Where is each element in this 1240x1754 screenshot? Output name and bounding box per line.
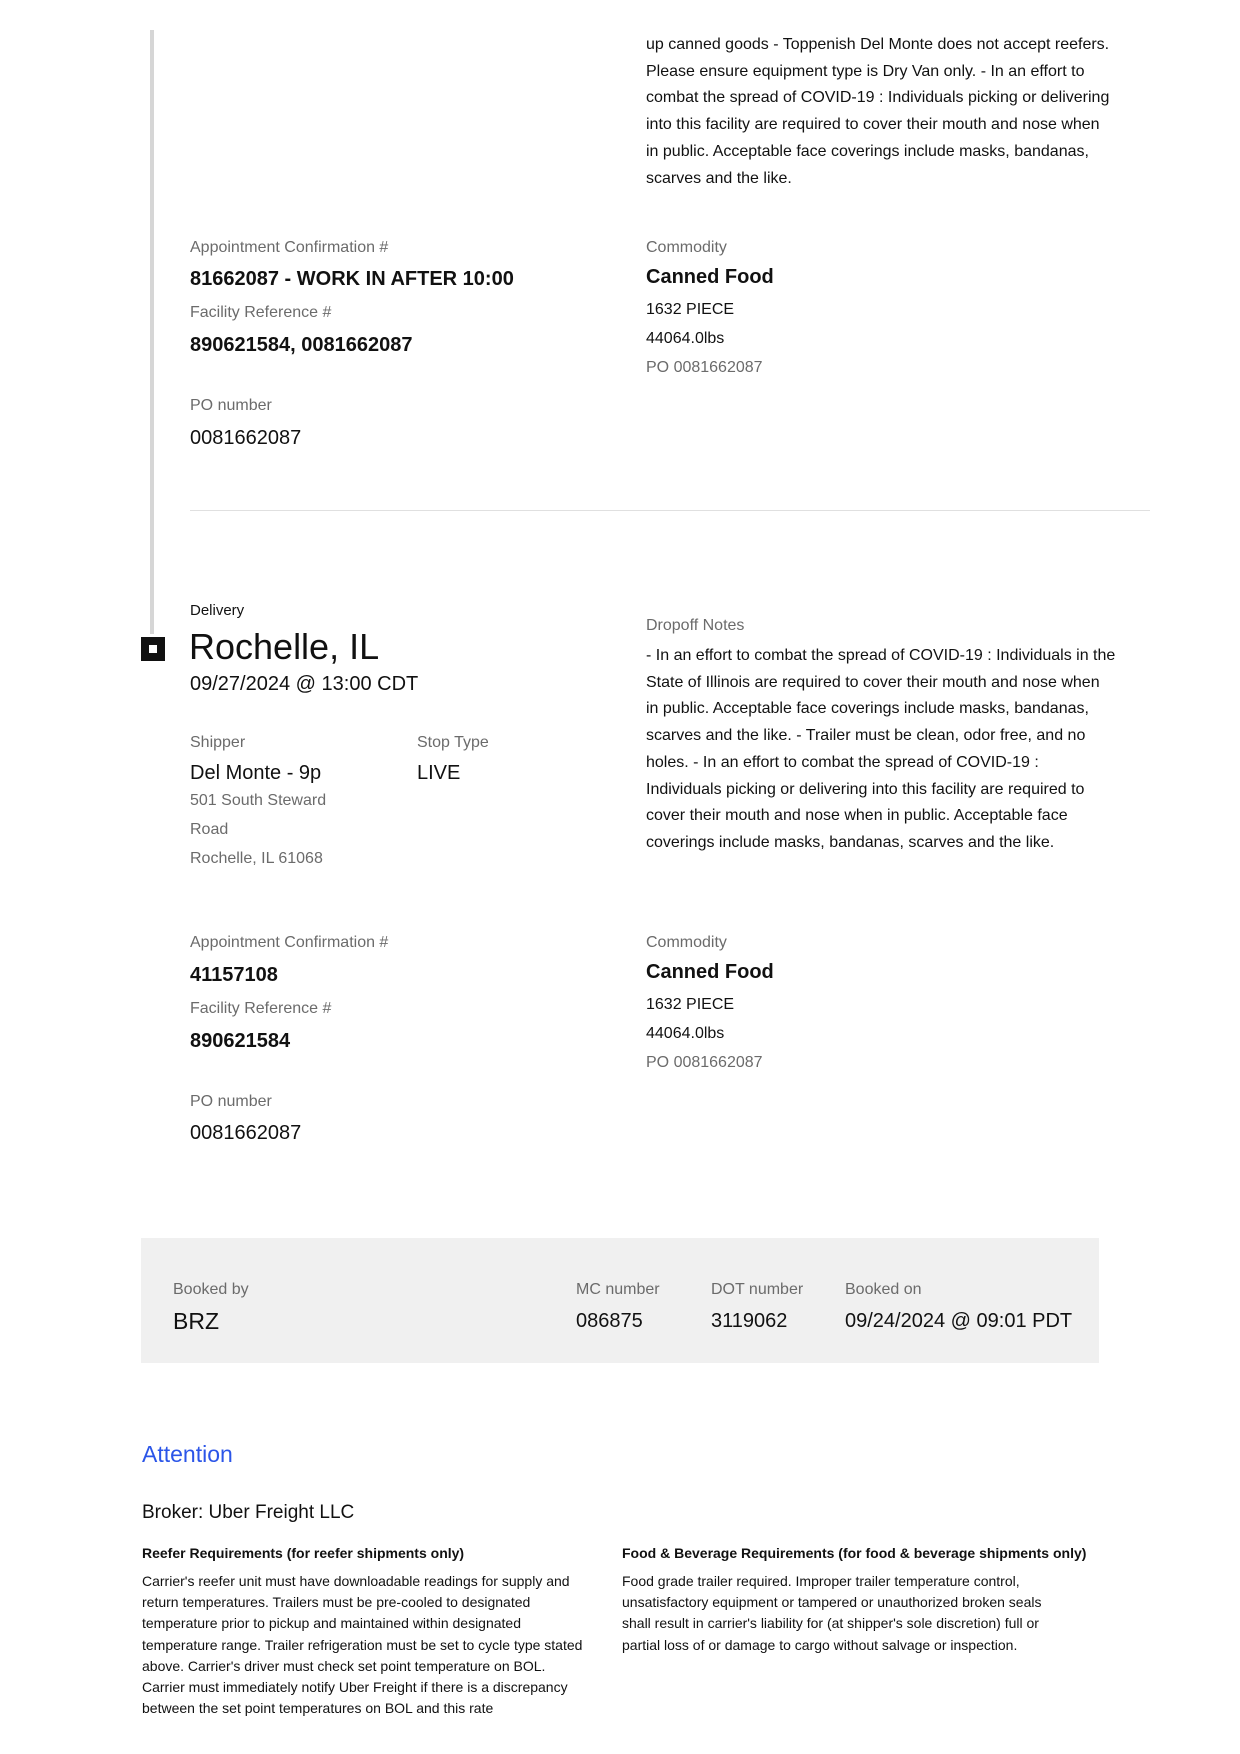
dropoff-notes-text: - In an effort to combat the spread of COVID-19 : Individuals in the State of Illinois are required to cover their mouth and nose when in public. Acceptable face coverings include masks, bandanas, scarves and the like. - Trailer must be clean, odor free, and no holes. - In an effort to combat the spread of COVID-19 : Individuals picking or delivering into this facility are required to cover their mouth and nose when in public. Acceptable face coverings include masks, bandanas, scarves and the like.: [646, 647, 1116, 851]
delivery-appointment-label: Appointment Confirmation #: [190, 934, 389, 951]
pickup-commodity-name: Canned Food: [646, 266, 774, 288]
stop-type-heading: Delivery: [190, 602, 245, 619]
reefer-requirements-title: Reefer Requirements (for reefer shipments only): [142, 1545, 465, 1561]
broker-name: Broker: Uber Freight LLC: [142, 1502, 355, 1523]
dot-number-value: 3119062: [711, 1310, 788, 1332]
pickup-commodity-label: Commodity: [646, 239, 727, 256]
stop-type-value: LIVE: [417, 762, 461, 784]
delivery-commodity-weight: 44064.0lbs: [646, 1025, 725, 1042]
attention-heading: Attention: [142, 1441, 233, 1467]
delivery-city: Rochelle, IL: [189, 626, 380, 667]
delivery-commodity-label: Commodity: [646, 934, 727, 951]
delivery-datetime: 09/27/2024 @ 13:00 CDT: [190, 673, 419, 695]
delivery-facility-ref-label: Facility Reference #: [190, 1000, 332, 1017]
shipper-name: Del Monte - 9p: [190, 762, 322, 784]
delivery-po-label: PO number: [190, 1093, 272, 1110]
dropoff-notes-label: Dropoff Notes: [646, 617, 745, 634]
booked-on-label: Booked on: [845, 1281, 922, 1298]
mc-number-value: 086875: [576, 1310, 643, 1332]
delivery-po-value: 0081662087: [190, 1122, 302, 1144]
reefer-requirements-text: Carrier's reefer unit must have downloadable readings for supply and return temperatures. Trailers must be pre-cooled to designated temperature prior to pickup and maintained within designated temperature range. Trailer refrigeration must be set to cycle type stated above. Carrier's driver must check set point temperature on BOL. Carrier must immediately notify Uber Freight if there is a discrepancy between the set point temperatures on BOL and this rate: [142, 1573, 583, 1717]
pickup-commodity-qty: 1632 PIECE: [646, 301, 735, 318]
stop-square-icon: [141, 637, 165, 661]
pickup-commodity-po: PO 0081662087: [646, 359, 763, 376]
pickup-po-label: PO number: [190, 397, 272, 414]
booked-by-label: Booked by: [173, 1281, 249, 1298]
pickup-facility-ref-value: 890621584, 0081662087: [190, 334, 413, 356]
pickup-appointment-label: Appointment Confirmation #: [190, 239, 389, 256]
delivery-commodity-qty: 1632 PIECE: [646, 996, 735, 1013]
shipper-address-line2: Road: [190, 821, 229, 838]
delivery-commodity-po: PO 0081662087: [646, 1054, 763, 1071]
dot-number-label: DOT number: [711, 1281, 804, 1298]
stop-type-label: Stop Type: [417, 734, 489, 751]
pickup-facility-ref-label: Facility Reference #: [190, 304, 332, 321]
food-requirements-title: Food & Beverage Requirements (for food & beverage shipments only): [622, 1545, 1087, 1561]
pickup-notes-tail: up canned goods - Toppenish Del Monte does not accept reefers. Please ensure equipment type is Dry Van only. - In an effort to combat the spread of COVID-19 : Individuals picking or delivering into this facility are required to cover their mouth and nose when in public. Acceptable face coverings include masks, bandanas, scarves and the like.: [646, 36, 1110, 187]
booked-by-value: BRZ: [173, 1308, 219, 1334]
food-requirements-text: Food grade trailer required. Improper trailer temperature control, unsatisfactory equipment or tampered or unauthorized broken seals shall result in carrier's liability for (at shipper's sole discretion) full or partial loss of or damage to cargo without salvage or inspection.: [622, 1573, 1042, 1653]
stop-timeline-line: [150, 30, 154, 634]
delivery-commodity-name: Canned Food: [646, 961, 774, 983]
pickup-appointment-value: 81662087 - WORK IN AFTER 10:00: [190, 268, 514, 290]
shipper-address-line3: Rochelle, IL 61068: [190, 850, 323, 867]
section-divider: [190, 510, 1150, 511]
shipper-label: Shipper: [190, 734, 246, 751]
booking-summary-bar: [141, 1238, 1099, 1363]
booked-on-value: 09/24/2024 @ 09:01 PDT: [845, 1310, 1073, 1332]
delivery-facility-ref-value: 890621584: [190, 1030, 291, 1052]
pickup-commodity-weight: 44064.0lbs: [646, 330, 725, 347]
shipper-address-line1: 501 South Steward: [190, 792, 327, 809]
mc-number-label: MC number: [576, 1281, 660, 1298]
pickup-po-value: 0081662087: [190, 427, 302, 449]
delivery-appointment-value: 41157108: [190, 964, 278, 986]
